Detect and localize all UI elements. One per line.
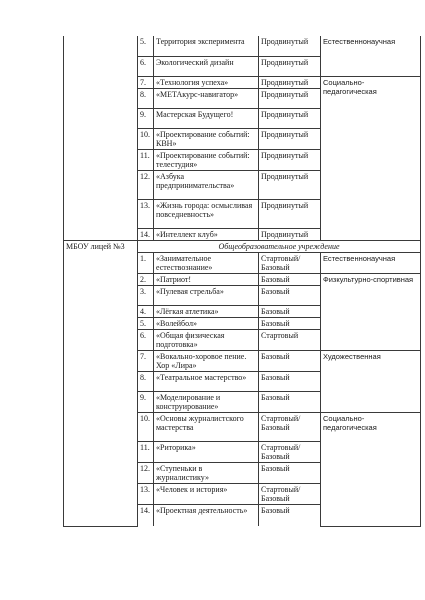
program-level: Продвинутый [259, 228, 321, 240]
program-name: «Занимательное естествознание» [154, 252, 259, 273]
row-number: 8. [138, 88, 154, 108]
program-level: Базовый [259, 273, 321, 285]
program-name: «Проектирование событий: телестудия» [154, 149, 259, 170]
row-number: 14. [138, 504, 154, 526]
program-name: «Жизнь города: осмысливая повседневность» [154, 199, 259, 228]
program-name: «Волейбол» [154, 317, 259, 329]
row-number: 11. [138, 441, 154, 462]
program-name: «Основы журналистского мастерства [154, 412, 259, 441]
row-number: 7. [138, 350, 154, 371]
program-level: Продвинутый [259, 36, 321, 56]
program-level: Базовый [259, 504, 321, 526]
program-level: Базовый [259, 317, 321, 329]
program-level: Стартовый/ Базовый [259, 412, 321, 441]
program-name: «Патриот! [154, 273, 259, 285]
program-level: Продвинутый [259, 88, 321, 108]
program-level: Продвинутый [259, 128, 321, 149]
row-number: 13. [138, 483, 154, 504]
program-level: Стартовый/ Базовый [259, 483, 321, 504]
program-name: «Ступеньки в журналистику» [154, 462, 259, 483]
program-name: «Проектная деятельность» [154, 504, 259, 526]
row-number: 10. [138, 128, 154, 149]
program-name: «Риторика» [154, 441, 259, 462]
program-level: Базовый [259, 462, 321, 483]
program-direction: Естественнонаучная [321, 252, 421, 273]
table-row [64, 36, 421, 56]
row-number: 6. [138, 56, 154, 76]
program-level: Базовый [259, 305, 321, 317]
row-number: 12. [138, 170, 154, 199]
row-number: 8. [138, 371, 154, 391]
program-direction: Естественнонаучная [321, 36, 421, 76]
program-level: Продвинутый [259, 76, 321, 88]
row-number: 2. [138, 273, 154, 285]
program-name: «Интеллект клуб» [154, 228, 259, 240]
row-number: 13. [138, 199, 154, 228]
program-name: «Азбука предпринимательства» [154, 170, 259, 199]
row-number: 11. [138, 149, 154, 170]
row-number: 10. [138, 412, 154, 441]
program-direction: Физкультурно-спортивная [321, 273, 421, 350]
program-level: Стартовый [259, 329, 321, 350]
program-name: «Моделирование и конструирование» [154, 391, 259, 412]
program-level: Продвинутый [259, 149, 321, 170]
program-direction: Художественная [321, 350, 421, 412]
program-name: «Лёгкая атлетика» [154, 305, 259, 317]
program-level: Продвинутый [259, 108, 321, 128]
program-name: Мастерская Будущего! [154, 108, 259, 128]
row-number: 3. [138, 285, 154, 305]
program-level: Продвинутый [259, 199, 321, 228]
row-number: 14. [138, 228, 154, 240]
row-number: 7. [138, 76, 154, 88]
program-level: Базовый [259, 350, 321, 371]
institution-cell-empty [64, 36, 138, 240]
program-name: «Проектирование событий: КВН» [154, 128, 259, 149]
programs-table [63, 36, 421, 527]
program-name: «Пулевая стрельба» [154, 285, 259, 305]
program-name: Территория эксперимента [154, 36, 259, 56]
row-number: 5. [138, 317, 154, 329]
row-number: 1. [138, 252, 154, 273]
program-level: Базовый [259, 285, 321, 305]
program-name: «Театральное мастерство» [154, 371, 259, 391]
institution-name: МБОУ лицей №3 [64, 240, 138, 526]
section-header-row [64, 240, 421, 252]
program-level: Продвинутый [259, 170, 321, 199]
row-number: 9. [138, 391, 154, 412]
program-level: Базовый [259, 371, 321, 391]
program-name: «Общая физическая подготовка» [154, 329, 259, 350]
program-level: Стартовый/ Базовый [259, 441, 321, 462]
row-number: 5. [138, 36, 154, 56]
program-level: Стартовый/ Базовый [259, 252, 321, 273]
program-name: «Человек и история» [154, 483, 259, 504]
program-name: Экологический дизайн [154, 56, 259, 76]
row-number: 4. [138, 305, 154, 317]
program-name: «МЕТАкурс-навигатор» [154, 88, 259, 108]
program-level: Базовый [259, 391, 321, 412]
program-direction: Социально-педагогическая [321, 412, 421, 526]
program-name: «Вокально-хоровое пение. Хор «Лира» [154, 350, 259, 371]
row-number: 12. [138, 462, 154, 483]
program-direction: Социально-педагогическая [321, 76, 421, 240]
program-name: «Технология успеха» [154, 76, 259, 88]
row-number: 9. [138, 108, 154, 128]
row-number: 6. [138, 329, 154, 350]
program-level: Продвинутый [259, 56, 321, 76]
section-title: Общеобразовательное учреждение [138, 240, 421, 252]
